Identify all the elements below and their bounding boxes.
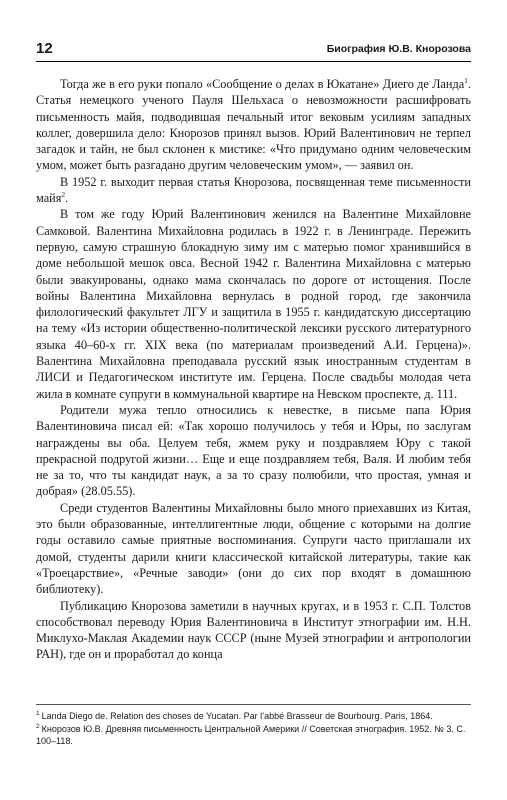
- footnote-ref-2[interactable]: 2: [61, 189, 66, 199]
- footnote-1: [36, 710, 471, 723]
- footnote-mark-2: 2: [36, 722, 40, 730]
- footnote-text-2: Кнорозов Ю.В. Древняя письменность Центральной Америки // Советская этнография. 1952. № 3. С. 100–118.: [36, 723, 466, 746]
- footnotes: [36, 704, 471, 748]
- footnote-text-1: Landa Diego de. Relation des choses de Yucatan. Par l’abbé Brasseur de Bourbourg. Paris, 1864.: [41, 711, 433, 721]
- footnote-rule: [36, 704, 471, 705]
- footnote-2: [36, 723, 471, 748]
- paragraph-1-text-b: . Статья немецкого ученого Пауля Шельхаса о невозможности расшифровать письменность майя, подводившая печальный итог вековым усилиям западных коллег, довершила дело: Кнорозов принял вызов. Юрий Валентинович не терпел загадок и тайн, не был склонен к мистике: «Что придумано одним человеческим умом, может быть разгадано другим человеческим умом», — заявил он.: [36, 77, 471, 173]
- footnote-mark-1: 1: [36, 710, 40, 717]
- page-header: [36, 40, 471, 62]
- paragraph-2: [36, 174, 471, 207]
- paragraph-2-text-a: В 1952 г. выходит первая статья Кнорозова, посвященная теме письменности майя: [36, 174, 471, 206]
- running-title: Биография Ю.В. Кнорозова: [326, 43, 471, 55]
- paragraph-4: Родители мужа тепло относились к невестке, в письме папа Юрия Валентиновича писал ей: «Так хорошо получилось у тебя и Юры, по заслугам награждены вы оба. Целуем тебя, жмем руку и поздравляем Юру с такой прекрасной подругой жизни… Еще и еще поздравляем тебя, Валя. И любим тебя не за то, что ты кандидат наук, а за то сразу полюбили, что простая, умная и добрая» (28.05.55).: [36, 402, 471, 499]
- paragraph-1-text-a: Тогда же в его руки попало «Сообщение о делах в Юкатане» Диего де Ланда: [60, 77, 465, 91]
- paragraph-6: Публикацию Кнорозова заметили в научных кругах, и в 1953 г. С.П. Толстов способствовал переводу Юрия Валентиновича в Институт этнографии им. Н.Н. Миклухо-Маклая Академии наук СССР (ныне Музей этнографии и антропологии РАН), где он и проработал до конца: [36, 598, 471, 662]
- paragraph-5: Среди студентов Валентины Михайловны было много приехавших из Китая, это были образованные, интеллигентные люди, общение с которыми на долгие годы оставило самые приятные воспоминания. Супруги часто приглашали их домой, студенты дарили книги классической китайской литературы, такие как «Троецарствие», «Речные заводи» (они до сих пор входят в домашнюю библиотеку).: [36, 500, 471, 597]
- paragraph-1: [36, 76, 471, 174]
- page-number: 12: [36, 40, 53, 57]
- paragraph-3: В том же году Юрий Валентинович женился на Валентине Михайловне Самковой. Валентина Михайловна родилась в 1922 г. в Ленинграде. Пережить первую, самую страшную блокадную зиму им с матерью помог хранившийся в доме небольшой мешок овса. Весной 1942 г. Валентина Михайловна с матерью были эвакуированы, однако мама скончалась по дороге от истощения. После войны Валентина Михайловна вернулась в родной город, где закончила филологический факультет ЛГУ и защитила в 1955 г. кандидатскую диссертацию на тему «Из истории общественно-политической лексики русского литературного языка 40–60-х гг. XIX века (по материалам произведений А.И. Герцена)». Валентина Михайловна преподавала русский язык иностранным студентам в ЛИСИ и Педагогическом институте им. Герцена. После свадьбы молодая чета жила в комнате супруги в коммунальной квартире на Невском проспекте, д. 111.: [36, 207, 471, 401]
- paragraph-2-text-b: .: [65, 191, 69, 206]
- main-text: [36, 76, 471, 663]
- header-rule: [36, 61, 471, 62]
- footnote-ref-1[interactable]: 1: [464, 75, 468, 85]
